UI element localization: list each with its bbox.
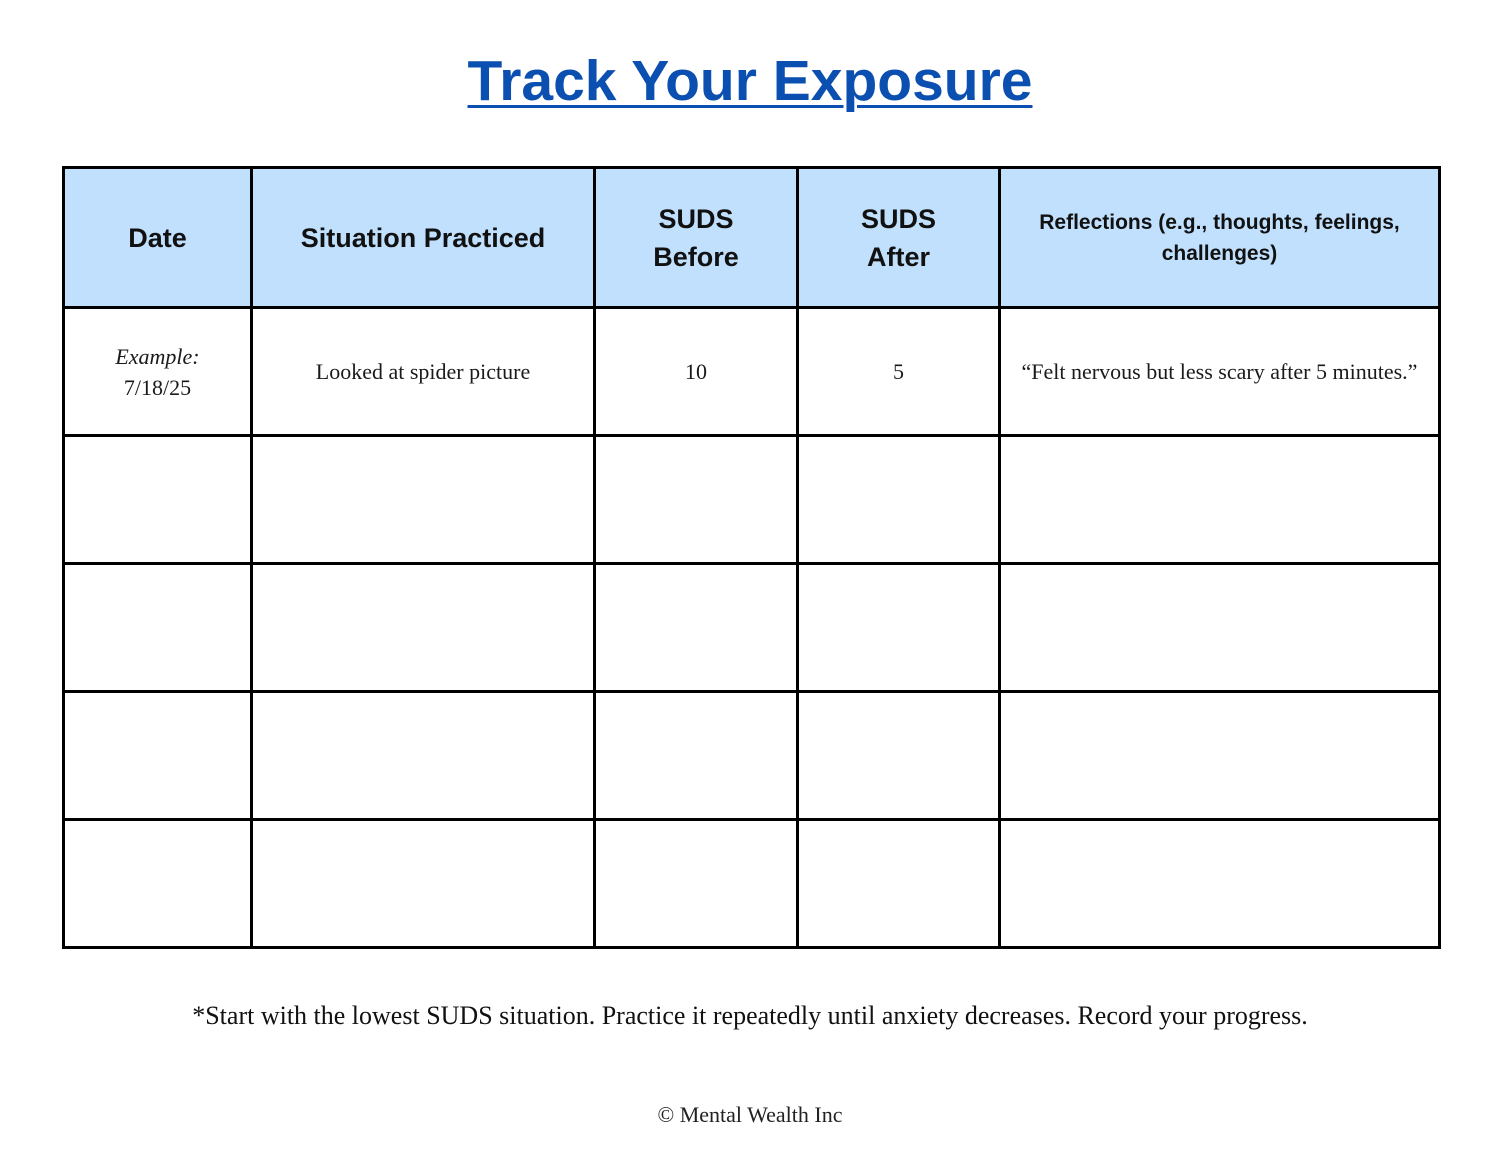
- cell-example-suds-after[interactable]: 5: [798, 308, 1000, 436]
- table-row-example: [64, 308, 1440, 436]
- cell-suds-before[interactable]: [595, 820, 798, 948]
- cell-reflections[interactable]: [1000, 692, 1440, 820]
- cell-example-suds-before[interactable]: 10: [595, 308, 798, 436]
- cell-date[interactable]: [64, 436, 252, 564]
- cell-situation[interactable]: [252, 564, 595, 692]
- cell-reflections[interactable]: [1000, 564, 1440, 692]
- header-reflections: Reflections (e.g., thoughts, feelings, challenges): [1000, 168, 1440, 308]
- page-title: Track Your Exposure: [467, 49, 1033, 113]
- cell-suds-before[interactable]: [595, 564, 798, 692]
- table-row: [64, 436, 1440, 564]
- cell-suds-after[interactable]: [798, 692, 1000, 820]
- example-label: Example:: [115, 343, 200, 369]
- cell-suds-before[interactable]: [595, 692, 798, 820]
- cell-example-date[interactable]: [64, 308, 252, 436]
- cell-situation[interactable]: [252, 820, 595, 948]
- copyright-footer: © Mental Wealth Inc: [657, 1102, 843, 1127]
- cell-example-reflections[interactable]: “Felt nervous but less scary after 5 minutes.”: [1000, 308, 1440, 436]
- header-suds-before-line1: SUDS: [658, 203, 734, 234]
- instruction-note: *Start with the lowest SUDS situation. Practice it repeatedly until anxiety decreases. Record your progress.: [192, 1001, 1308, 1030]
- cell-suds-after[interactable]: [798, 564, 1000, 692]
- cell-situation[interactable]: [252, 436, 595, 564]
- cell-date[interactable]: [64, 820, 252, 948]
- table-header-row: [64, 168, 1440, 308]
- header-suds-after-line1: SUDS: [860, 203, 936, 234]
- table-row: [64, 564, 1440, 692]
- cell-suds-before[interactable]: [595, 436, 798, 564]
- header-suds-after-line2: After: [866, 241, 930, 272]
- cell-situation[interactable]: [252, 692, 595, 820]
- table-row: [64, 820, 1440, 948]
- header-suds-after: [798, 168, 1000, 308]
- cell-reflections[interactable]: [1000, 436, 1440, 564]
- header-suds-before-line2: Before: [653, 241, 739, 272]
- example-date-value: 7/18/25: [123, 374, 192, 400]
- cell-date[interactable]: [64, 692, 252, 820]
- header-date: Date: [64, 168, 252, 308]
- cell-suds-after[interactable]: [798, 820, 1000, 948]
- exposure-log-table: [62, 166, 1441, 949]
- cell-reflections[interactable]: [1000, 820, 1440, 948]
- header-suds-before: [595, 168, 798, 308]
- table-row: [64, 692, 1440, 820]
- cell-suds-after[interactable]: [798, 436, 1000, 564]
- cell-date[interactable]: [64, 564, 252, 692]
- cell-example-situation[interactable]: Looked at spider picture: [252, 308, 595, 436]
- header-situation-practiced: Situation Practiced: [252, 168, 595, 308]
